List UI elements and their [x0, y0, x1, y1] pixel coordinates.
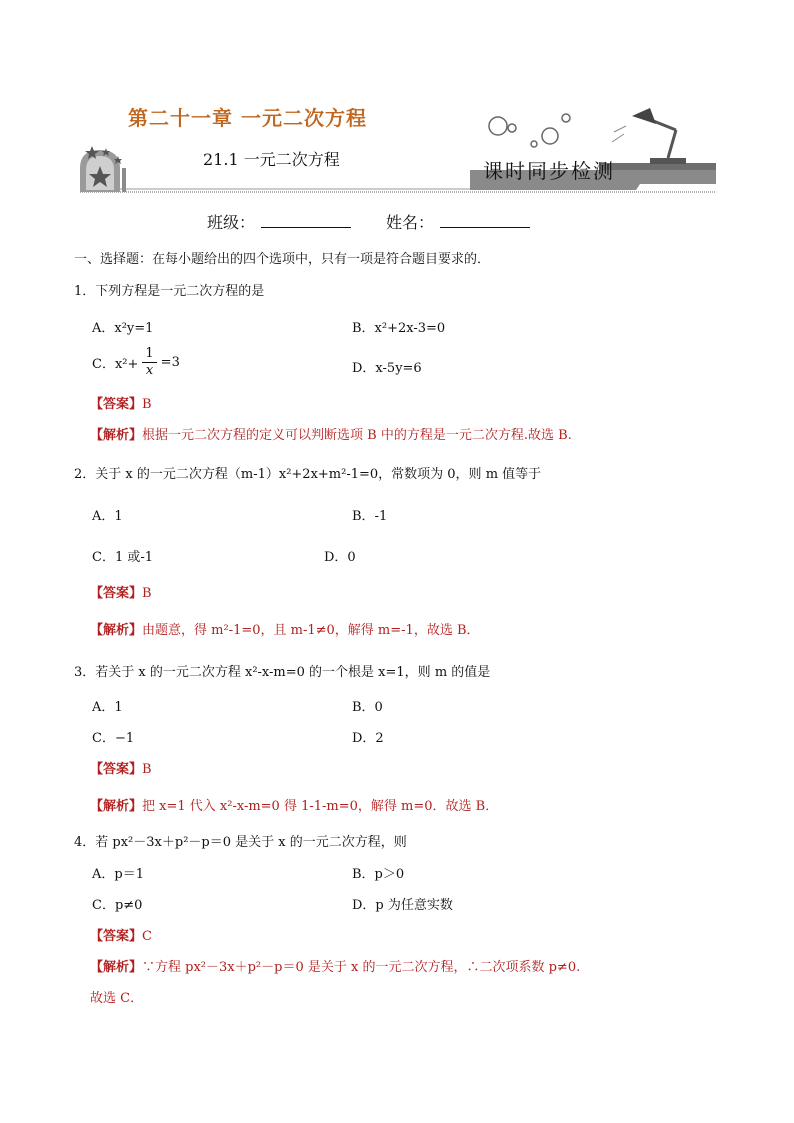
sync-test-badge: 课时同步检测	[483, 159, 615, 183]
q1-analysis	[90, 424, 572, 443]
q1-fraction-numerator: 1	[142, 346, 156, 363]
answer-tag: 【答案】	[90, 586, 143, 601]
q3-option-a: A．1	[92, 700, 123, 715]
q2-answer	[90, 582, 152, 601]
bubbles-icon	[489, 114, 570, 147]
chapter-title: 第二十一章 一元二次方程	[128, 106, 367, 130]
section-title: 21.1 一元二次方程	[203, 150, 340, 169]
answer-value: B	[142, 762, 152, 777]
header-decoration	[0, 0, 794, 200]
lamp-icon	[612, 108, 686, 164]
q1-fraction-denominator: x	[145, 363, 154, 378]
q4-option-c: C．p≠0	[92, 898, 143, 913]
q1-option-c-suffix: =3	[160, 355, 180, 370]
q1-answer	[90, 393, 152, 412]
answer-tag: 【答案】	[90, 929, 143, 944]
q3-option-c: C．−1	[92, 731, 135, 746]
q2-stem: 2．关于 x 的一元二次方程（m-1）x²+2x+m²-1=0，常数项为 0，则 m 值等于	[74, 467, 542, 482]
q2-option-c: C．1 或-1	[92, 550, 154, 565]
q1-option-c-prefix: C．x²+	[92, 357, 139, 372]
q4-option-d: D．p 为任意实数	[352, 898, 453, 913]
q1-fraction	[142, 346, 156, 379]
q4-option-b: B．p＞0	[352, 867, 405, 882]
q3-answer	[90, 758, 152, 777]
q4-analysis-continued: 故选 C．	[90, 991, 144, 1006]
analysis-tag: 【解析】	[90, 799, 143, 814]
analysis-text: 根据一元二次方程的定义可以判断选项 B 中的方程是一元二次方程.故选 B.	[142, 428, 572, 443]
answer-tag: 【答案】	[90, 762, 143, 777]
q4-stem: 4．若 px²－3x＋p²－p＝0 是关于 x 的一元二次方程，则	[74, 835, 407, 850]
analysis-text: 由题意，得 m²-1=0，且 m-1≠0，解得 m=-1，故选 B．	[142, 623, 480, 638]
q4-analysis	[90, 956, 580, 975]
q2-option-d: D．0	[324, 550, 356, 565]
q1-option-b: B．x²+2x-3=0	[352, 321, 446, 336]
analysis-text: 把 x=1 代入 x²-x-m=0 得 1-1-m=0，解得 m=0．故选 B．	[142, 799, 499, 814]
answer-value: C	[142, 929, 152, 944]
analysis-text: ∵方程 px²－3x＋p²－p＝0 是关于 x 的一元二次方程，∴二次项系数 p≠0.	[142, 960, 581, 975]
answer-value: B	[142, 397, 152, 412]
q3-option-b: B．0	[352, 700, 383, 715]
q3-stem: 3．若关于 x 的一元二次方程 x²-x-m=0 的一个根是 x=1，则 m 的值是	[74, 665, 491, 680]
class-label: 班级：	[207, 213, 256, 232]
q1-stem: 1．下列方程是一元二次方程的是	[74, 284, 265, 299]
q1-option-a: A．x²y=1	[92, 321, 154, 336]
section-instructions: 一、选择题：在每小题给出的四个选项中，只有一项是符合题目要求的．	[74, 252, 491, 267]
q3-analysis	[90, 795, 498, 814]
answer-tag: 【答案】	[90, 397, 143, 412]
q1-option-d: D．x-5y=6	[352, 361, 422, 376]
q2-option-a: A．1	[92, 509, 123, 524]
analysis-tag: 【解析】	[90, 623, 143, 638]
analysis-tag: 【解析】	[90, 428, 143, 443]
star-badge-icon	[80, 146, 126, 192]
q2-option-b: B．-1	[352, 509, 388, 524]
class-field[interactable]	[207, 210, 351, 233]
analysis-tag: 【解析】	[90, 960, 143, 975]
q3-option-d: D．2	[352, 731, 384, 746]
q2-analysis	[90, 619, 480, 638]
q4-answer	[90, 925, 152, 944]
answer-value: B	[142, 586, 152, 601]
name-blank[interactable]	[440, 213, 530, 228]
q4-option-a: A．p＝1	[92, 867, 144, 882]
q1-option-c	[92, 346, 180, 379]
class-blank[interactable]	[261, 213, 351, 228]
name-field[interactable]	[386, 210, 530, 233]
name-label: 姓名：	[386, 213, 435, 232]
